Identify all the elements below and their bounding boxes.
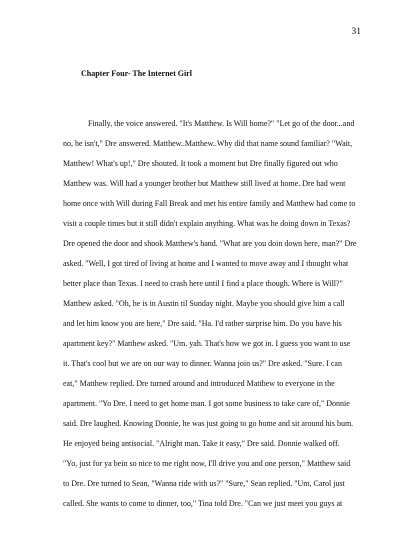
body-line: better place than Texas. I need to crash here until I find a place though. Where is Will?" xyxy=(63,279,343,288)
body-line: Finally, the voice answered. "It's Matthew. Is Will home?" "Let go of the door...and xyxy=(88,119,355,128)
body-line: to Dre. Dre turned to Sean, "Wanna ride with us?" "Sure," Sean replied. "Um, Carol just xyxy=(63,479,345,488)
body-line: He enjoyed being antisocial. "Alright man. Take it easy," Dre said. Donnie walked off. xyxy=(63,439,340,448)
chapter-title: Chapter Four- The Internet Girl xyxy=(81,69,192,78)
body-line: eat," Matthew replied. Dre turned around and introduced Matthew to everyone in the xyxy=(63,379,335,388)
body-line: Matthew! What's up!," Dre shouted. It took a moment but Dre finally figured out who xyxy=(63,159,338,168)
body-line: apartment key?" Matthew asked. "Um. yah. That's how we got in. I guess you want to use xyxy=(63,339,351,348)
page-number: 31 xyxy=(351,27,361,37)
body-line: Dre opened the door and shook Matthew's hand. "What are you doin down here, man?" Dre xyxy=(63,239,357,248)
body-line: apartment. "Yo Dre. I need to get home man. I got some business to take care of," Donnie xyxy=(63,399,350,408)
body-line: said. Dre laughed. Knowing Donnie, he was just going to go home and sit around his bum. xyxy=(63,419,354,428)
body-line: it. That's cool but we are on our way to dinner. Wanna join us?" Dre asked. "Sure. I can xyxy=(63,359,342,368)
body-line: asked. "Well, I got tired of living at home and I wanted to move away and I thought what xyxy=(63,259,349,268)
body-line: home once with Will during Fall Break and met his entire family and Matthew had come to xyxy=(63,199,356,208)
body-line: called. She wants to come to dinner, too," Tina told Dre. "Can we just meet you guys at xyxy=(63,499,343,508)
body-line: "Yo, just for ya bein so nice to me right now, I'll drive you and one person," Matthew said xyxy=(63,459,351,468)
body-line: Matthew asked. "Oh, he is in Austin til Sunday night. Maybe you should give him a call xyxy=(63,299,345,308)
body-line: Matthew was. Will had a younger brother but Matthew still lived at home. Dre had went xyxy=(63,179,346,188)
body-line: no, he isn't," Dre answered. Matthew..Matthew..Why did that name sound familiar? "Wait, xyxy=(63,139,353,148)
body-line: and let him know you are here," Dre said. "Ha. I'd rather surprise him. Do you have his xyxy=(63,319,342,328)
body-line: visit a couple times but it still didn't explain anything. What was he doing down in Texas? xyxy=(63,219,351,228)
body-text xyxy=(63,114,363,514)
